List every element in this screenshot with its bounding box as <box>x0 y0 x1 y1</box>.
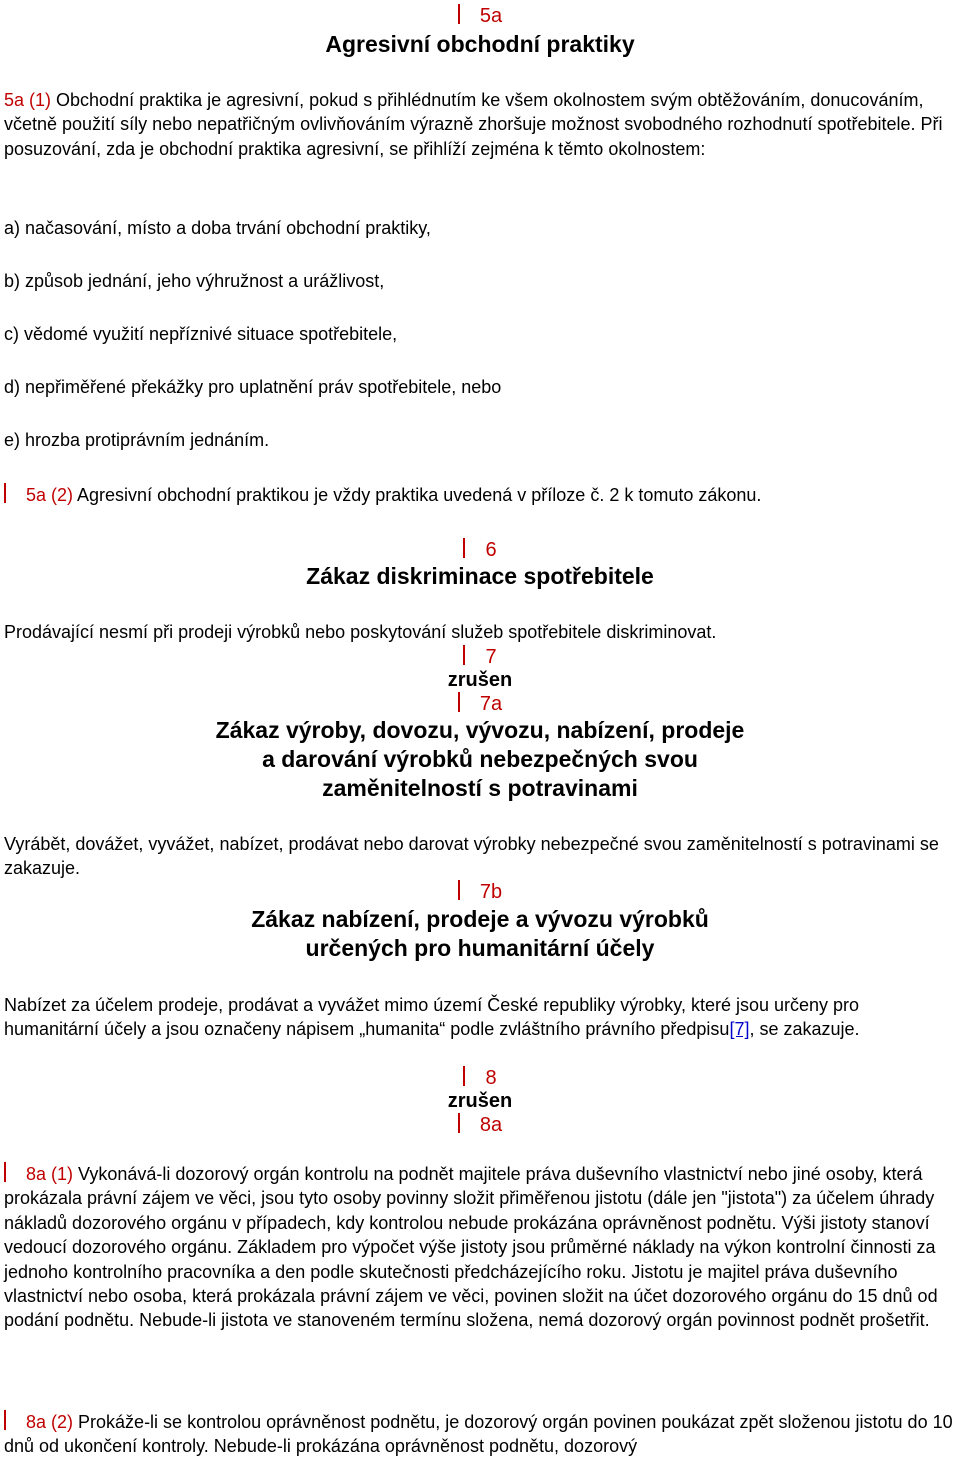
section-symbol-icon <box>458 4 472 24</box>
section-number: 5a <box>479 5 503 27</box>
section-symbol-icon <box>4 483 18 503</box>
paragraph-8a-2 <box>4 1410 958 1459</box>
list-item-c: c) vědomé využití nepříznivé situace spotřebitele, <box>4 324 398 344</box>
paragraph-8a-1 <box>4 1162 958 1333</box>
section-number: 7a <box>479 693 503 715</box>
footnote-link[interactable]: [7] <box>729 1019 750 1040</box>
paragraph-ref: 8a (2) <box>26 1412 74 1432</box>
paragraph-5a-1 <box>4 88 958 161</box>
section-heading-5a <box>0 4 960 28</box>
section-heading-7 <box>0 645 960 669</box>
section-symbol-icon <box>458 880 472 900</box>
list-item-b: b) způsob jednání, jeho výhružnost a urážlivost, <box>4 271 385 291</box>
paragraph-6: Prodávající nesmí při prodeji výrobků nebo poskytování služeb spotřebitele diskriminovat. <box>4 622 717 642</box>
section-title-7a-line-2: a darování výrobků nebezpečných svou <box>262 746 698 772</box>
paragraph-text: Obchodní praktika je agresivní, pokud s přihlédnutím ke všem okolnostem svým obtěžováním, donucováním, včetně použití síly nebo nepatřičným ovlivňováním výrazně zhoršuje možnost svobodného rozhodnutí spotřebitele. Při posuzování, zda je obchodní praktika agresivní, se přihlíží zejména k těmto okolnostem: <box>4 90 943 159</box>
section-title-7b-line-2: určených pro humanitární účely <box>305 935 655 961</box>
paragraph-text: Nabízet za účelem prodeje, prodávat a vyvážet mimo území České republiky výrobky, které jsou určeny pro humanitární účely a jsou označeny nápisem „humanita“ podle zvláštního právního předpisu <box>4 995 860 1040</box>
section-heading-7a <box>0 692 960 716</box>
paragraph-5a-2 <box>4 483 958 507</box>
section-heading-7b <box>0 880 960 904</box>
paragraph-text: Vykonává-li dozorový orgán kontrolu na podnět majitele práva duševního vlastnictví nebo jiné osoby, která prokázala právní zájem ve věci, jsou tyto osoby povinny složit přiměřenou jistotu (dále jen "jistota") za účelem úhrady nákladů dozorového orgánu v případech, kdy kontrolou nebude prokázána oprávněnost podnětu. Výši jistoty stanoví vedoucí dozorového orgánu. Základem pro výpočet výše jistoty jsou průměrné náklady na výkon kontrolní činnosti za jednoho kontrolního pracovníka a den podle skutečnosti předcházejícího roku. Jistotu je majitel práva duševního vlastnictví nebo osoba, která prokázala právní zájem ve věci, povinen složit na účet dozorového orgánu do 15 dnů od podání podnětu. Nebude-li jistota ve stanoveném termínu složena, nemá dozorový orgán povinnost podnět prošetřit. <box>4 1164 938 1331</box>
paragraph-7a: Vyrábět, dovážet, vyvážet, nabízet, prodávat nebo darovat výrobky nebezpečné svou zaměnitelností s potravinami se zakazuje. <box>4 834 939 879</box>
section-symbol-icon <box>463 1066 477 1086</box>
section-title-7a-line-1: Zákaz výroby, dovozu, vývozu, nabízení, prodeje <box>215 717 745 743</box>
section-symbol-icon <box>463 538 477 558</box>
section-symbol-icon <box>458 1113 472 1133</box>
paragraph-ref: 5a (1) <box>4 90 52 110</box>
section-title-7a-line-3: zaměnitelností s potravinami <box>322 775 638 801</box>
paragraph-ref: 8a (1) <box>26 1164 74 1184</box>
section-title-7b-line-1: Zákaz nabízení, prodeje a vývozu výrobků <box>251 906 709 932</box>
section-title-6: Zákaz diskriminace spotřebitele <box>306 563 654 589</box>
section-symbol-icon <box>4 1410 18 1430</box>
list-item-a: a) načasování, místo a doba trvání obchodní praktiky, <box>4 218 431 238</box>
list-item-e: e) hrozba protiprávním jednáním. <box>4 430 270 450</box>
section-title-5a: Agresivní obchodní praktiky <box>325 31 635 57</box>
paragraph-text: Agresivní obchodní praktikou je vždy praktika uvedená v příloze č. 2 k tomuto zákonu. <box>73 485 762 505</box>
paragraph-7b <box>4 993 958 1042</box>
section-status-7: zrušen <box>447 669 513 691</box>
paragraph-text: Prokáže-li se kontrolou oprávněnost podnětu, je dozorový orgán povinen poukázat zpět složenou jistotu do 10 dnů od ukončení kontroly. Nebude-li prokázána oprávněnost podnětu, dozorový <box>4 1412 953 1457</box>
section-symbol-icon <box>458 692 472 712</box>
section-heading-8a <box>0 1113 960 1137</box>
section-number: 8a <box>479 1114 503 1136</box>
section-status-8: zrušen <box>447 1090 513 1112</box>
section-number: 6 <box>485 539 497 561</box>
paragraph-text-end: , se zakazuje. <box>749 1019 860 1040</box>
section-symbol-icon <box>4 1162 18 1182</box>
section-number: 8 <box>485 1067 497 1089</box>
section-heading-8 <box>0 1066 960 1090</box>
section-number: 7 <box>485 646 497 668</box>
list-item-d: d) nepřiměřené překážky pro uplatnění práv spotřebitele, nebo <box>4 377 502 397</box>
section-heading-6 <box>0 538 960 562</box>
section-symbol-icon <box>463 645 477 665</box>
section-number: 7b <box>479 881 503 903</box>
paragraph-ref: 5a (2) <box>26 485 74 505</box>
